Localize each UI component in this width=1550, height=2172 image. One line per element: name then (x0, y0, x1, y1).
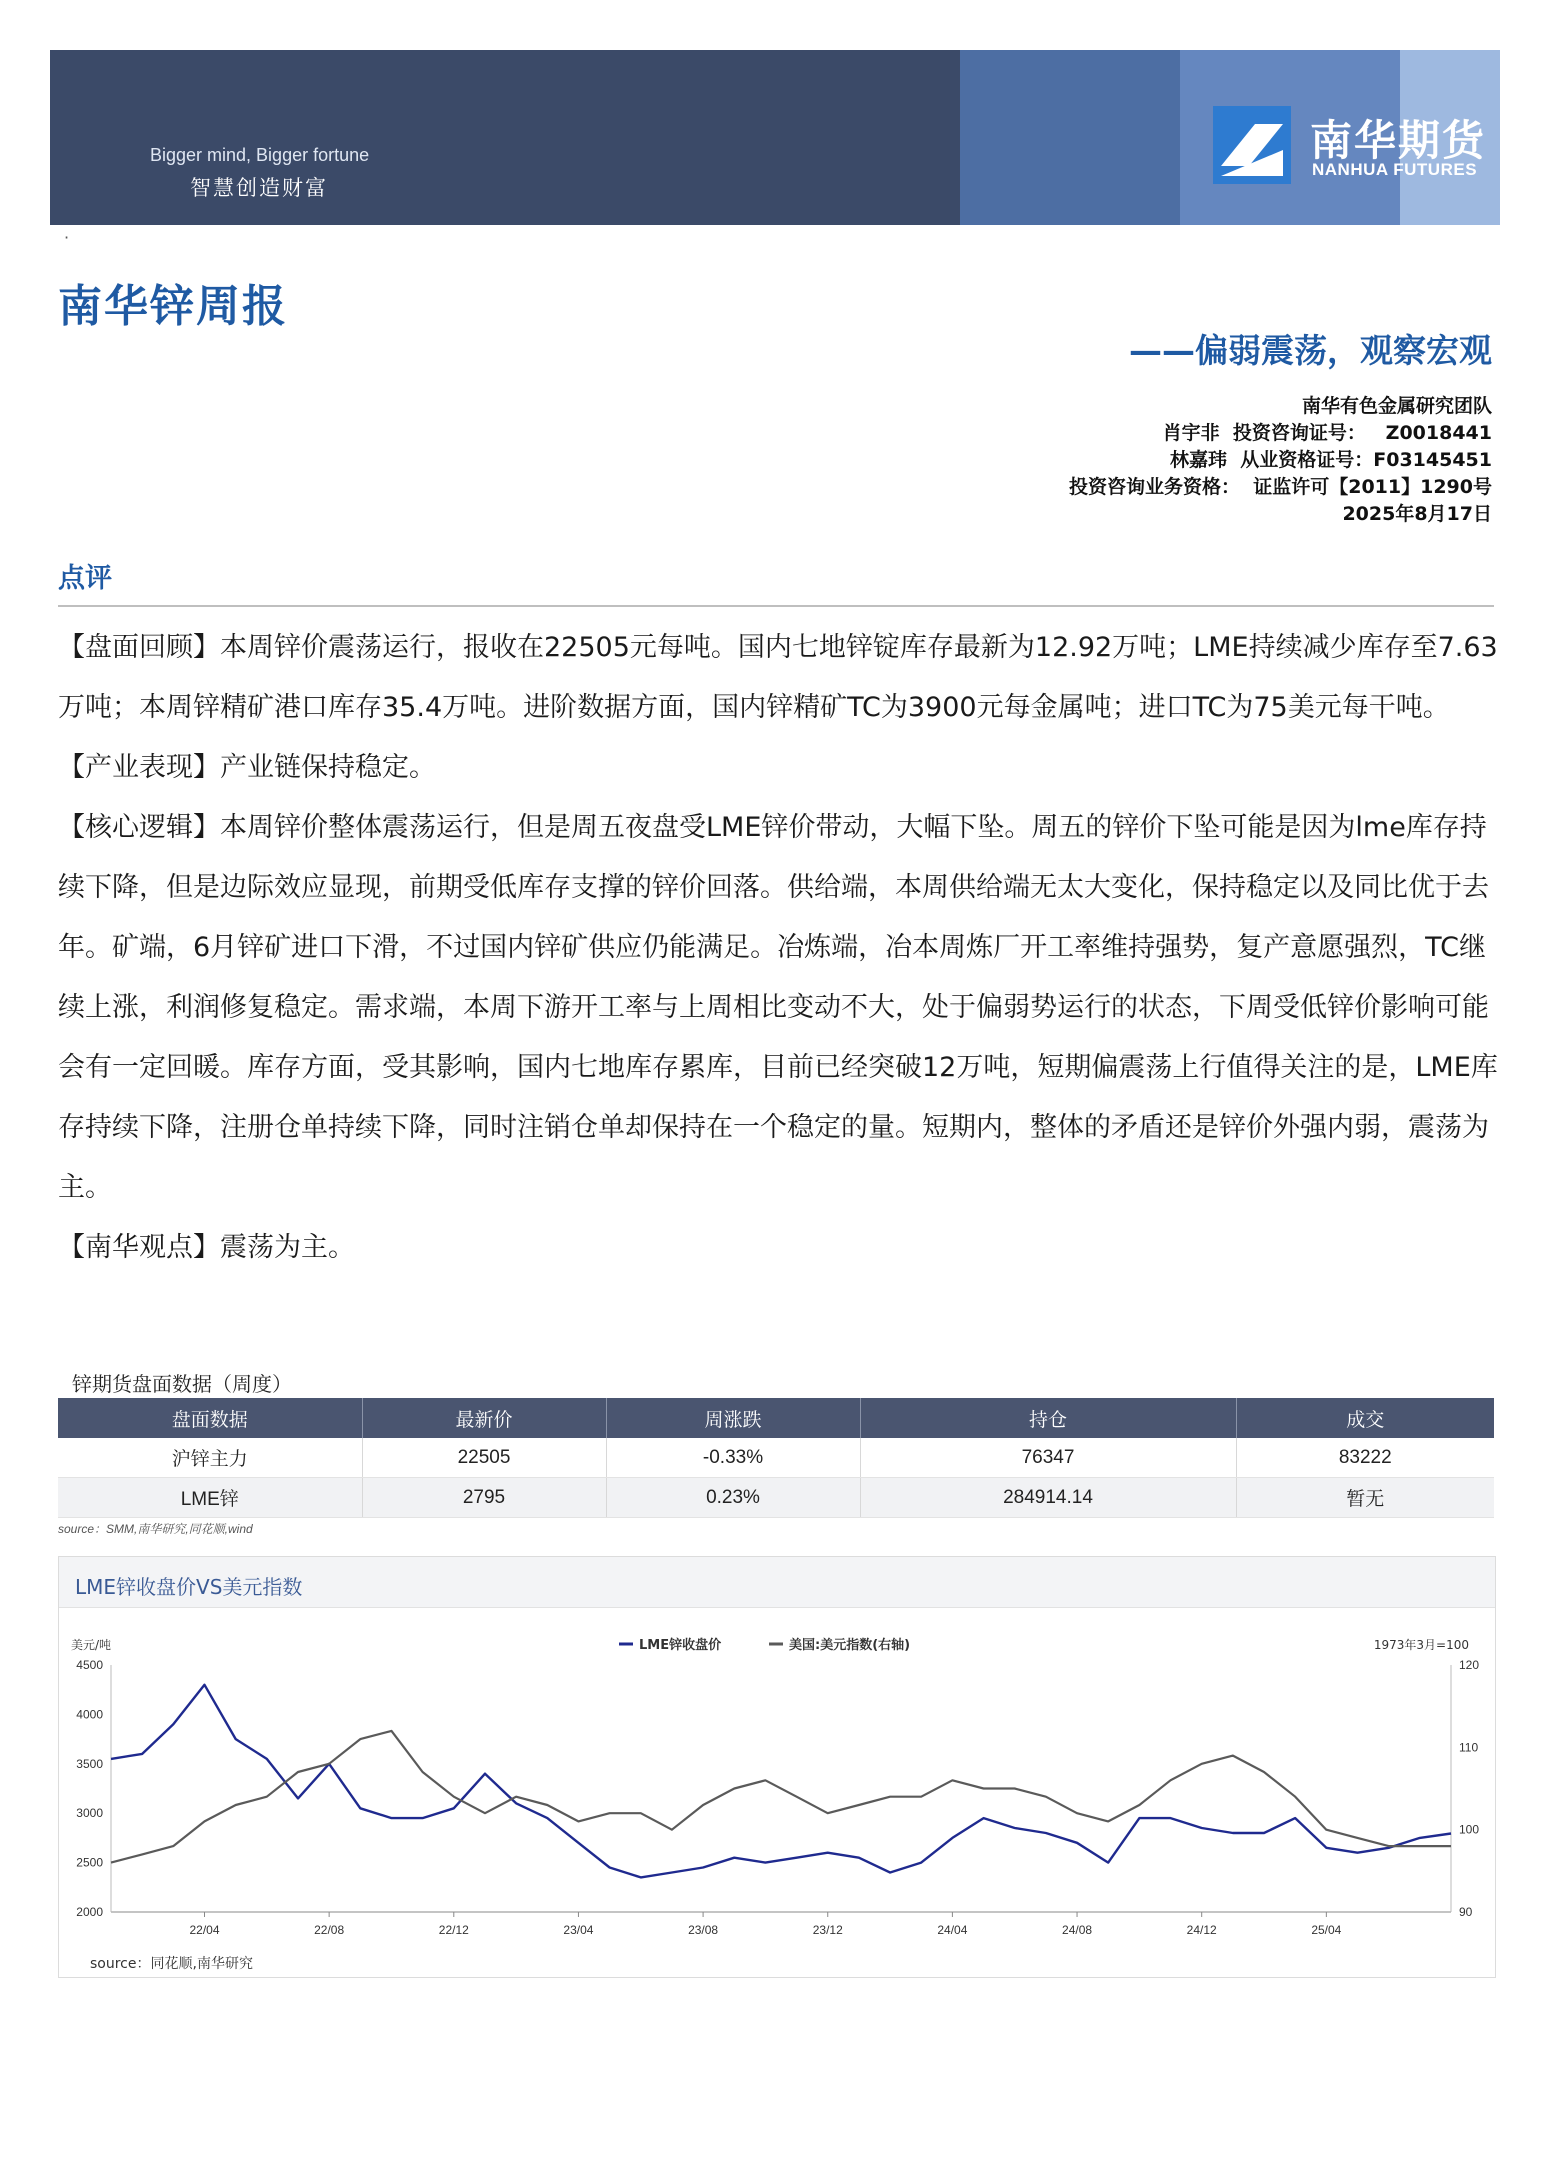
column-header: 周涨跌 (606, 1398, 860, 1438)
analyst-line: 肖宇非 投资咨询证号： Z0018441 (1162, 422, 1492, 444)
paragraph-industry: 【产业表现】产业链保持稳定。 (58, 752, 436, 783)
table-source-note: source：SMM,南华研究,同花顺,wind (58, 1522, 253, 1536)
x-tick-label: 24/12 (1186, 1923, 1217, 1937)
table-cell: -0.33% (606, 1438, 860, 1478)
x-tick-label: 25/04 (1311, 1923, 1342, 1937)
futures-data-table (58, 1398, 1494, 1518)
y-tick-label: 3000 (76, 1806, 103, 1821)
chart-card (58, 1556, 1496, 1978)
y-tick-label: 3500 (76, 1756, 103, 1771)
table-cell: 83222 (1236, 1438, 1494, 1478)
report-date: 2025年8月17日 (1342, 503, 1492, 525)
slogan-english: Bigger mind, Bigger fortune (150, 145, 370, 165)
y2-tick-label: 120 (1459, 1658, 1480, 1672)
table-cell: 暂无 (1236, 1478, 1494, 1518)
slogan-chinese: 智慧创造财富 (190, 176, 328, 200)
header-banner (50, 50, 1500, 225)
license-line: 投资咨询业务资格： 证监许可【2011】1290号 (1069, 476, 1492, 498)
author-info (1069, 393, 1492, 528)
x-tick-label: 23/04 (563, 1923, 594, 1937)
analyst-line: 林嘉玮 从业资格证号：F03145451 (1170, 449, 1492, 471)
separator-dot: · (64, 228, 70, 247)
y2-tick-label: 110 (1459, 1740, 1479, 1755)
y-tick-label: 4000 (76, 1707, 103, 1722)
nanhua-logo-icon (1213, 106, 1291, 184)
column-header: 持仓 (860, 1398, 1236, 1438)
y-tick-label: 2500 (76, 1855, 103, 1870)
section-heading: 点评 (58, 563, 112, 594)
table-cell: 2795 (362, 1478, 606, 1518)
legend-label: LME锌收盘价 (639, 1638, 722, 1653)
y2-axis-label: 1973年3月=100 (1373, 1638, 1469, 1652)
table-cell: 0.23% (606, 1478, 860, 1518)
table-cell: 沪锌主力 (58, 1438, 362, 1478)
research-team: 南华有色金属研究团队 (1301, 395, 1492, 417)
company-name-cn: 南华期货 (1310, 116, 1487, 165)
report-title: 南华锌周报 (58, 281, 288, 332)
banner-stripe (960, 50, 1180, 225)
paragraph-market-review: 【盘面回顾】本周锌价震荡运行，报收在22505元每吨。国内七地锌锭库存最新为12.92万吨；LME持续减少库存至7.63万吨；本周锌精矿港口库存35.4万吨。进阶数据方面，国内锌精矿TC为3900元每金属吨；进口TC为75美元每干吨。 (58, 632, 1498, 723)
table-cell: 284914.14 (860, 1478, 1236, 1518)
y-axis-label: 美元/吨 (71, 1638, 112, 1652)
table-row (58, 1438, 1494, 1478)
y-tick-label: 4500 (76, 1658, 103, 1672)
lme-zinc-vs-dollar-chart (59, 1607, 1495, 1977)
table-title: 锌期货盘面数据（周度） (72, 1372, 292, 1396)
report-subtitle: ——偏弱震荡，观察宏观 (1129, 331, 1492, 370)
table-header-row (58, 1398, 1494, 1438)
series-line-dollar-index (111, 1731, 1451, 1863)
series-line-lme-zinc (111, 1685, 1451, 1878)
table-cell: LME锌 (58, 1478, 362, 1518)
chart-title: LME锌收盘价VS美元指数 (75, 1575, 303, 1599)
x-tick-label: 24/04 (937, 1923, 968, 1937)
x-tick-label: 22/04 (189, 1923, 220, 1937)
x-tick-label: 22/12 (438, 1923, 469, 1937)
legend-label: 美国:美元指数(右轴) (789, 1638, 911, 1653)
company-name-en: NANHUA FUTURES (1312, 160, 1478, 179)
table-cell: 22505 (362, 1438, 606, 1478)
chart-header (59, 1557, 1495, 1608)
paragraph-view: 【南华观点】震荡为主。 (58, 1232, 355, 1263)
commentary-body (58, 618, 1498, 1278)
table-cell: 76347 (860, 1438, 1236, 1478)
x-tick-label: 22/08 (314, 1923, 345, 1937)
y-tick-label: 2000 (76, 1905, 103, 1919)
column-header: 成交 (1236, 1398, 1494, 1438)
table-row (58, 1478, 1494, 1518)
chart-source-note: source：同花顺,南华研究 (90, 1956, 253, 1972)
y2-tick-label: 90 (1459, 1905, 1473, 1919)
x-tick-label: 23/08 (688, 1923, 719, 1937)
column-header: 盘面数据 (58, 1398, 362, 1438)
section-divider (58, 605, 1494, 607)
paragraph-core-logic: 【核心逻辑】本周锌价整体震荡运行，但是周五夜盘受LME锌价带动，大幅下坠。周五的锌价下坠可能是因为lme库存持续下降，但是边际效应显现，前期受低库存支撑的锌价回落。供给端，本周供给端无太大变化，保持稳定以及同比优于去年。矿端，6月锌矿进口下滑，不过国内锌矿供应仍能满足。冶炼端，冶本周炼厂开工率维持强势，复产意愿强烈，TC继续上涨，利润修复稳定。需求端，本周下游开工率与上周相比变动不大，处于偏弱势运行的状态，下周受低锌价影响可能会有一定回暖。库存方面，受其影响，国内七地库存累库，目前已经突破12万吨，短期偏震荡上行值得关注的是，LME库存持续下降，注册仓单持续下降，同时注销仓单却保持在一个稳定的量。短期内，整体的矛盾还是锌价外强内弱，震荡为主。 (58, 812, 1498, 1203)
y2-tick-label: 100 (1459, 1822, 1480, 1837)
x-tick-label: 24/08 (1062, 1923, 1093, 1937)
column-header: 最新价 (362, 1398, 606, 1438)
x-tick-label: 23/12 (812, 1923, 843, 1937)
